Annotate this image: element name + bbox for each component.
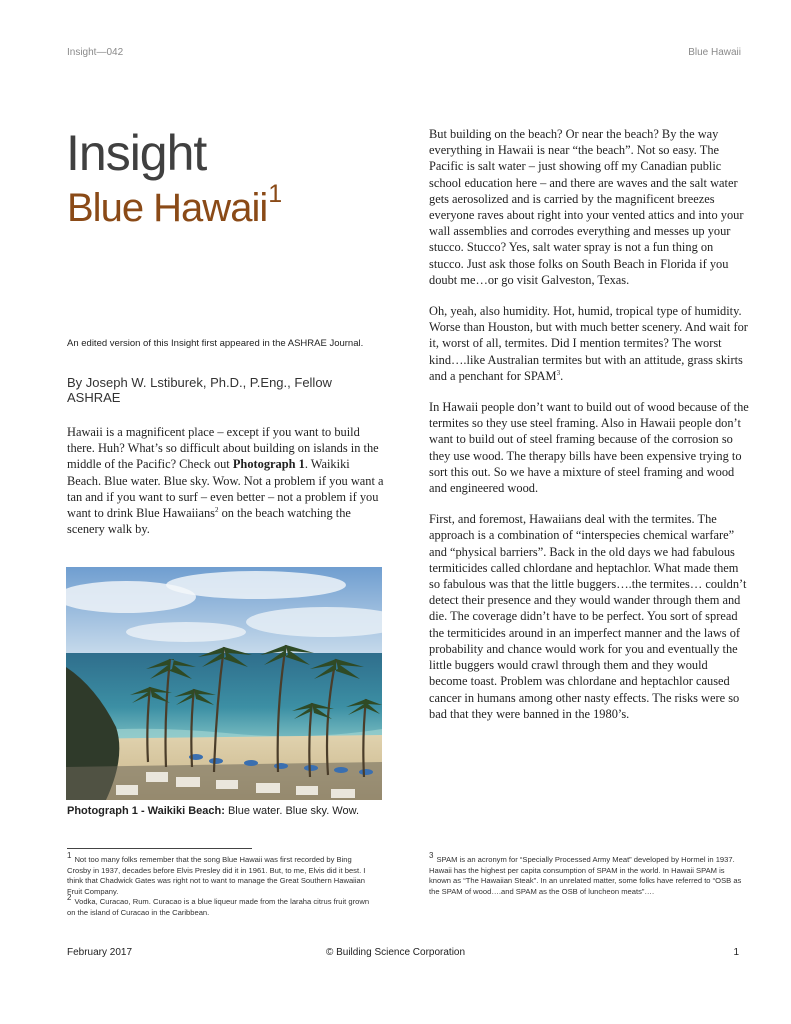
footnote-2 (67, 893, 377, 918)
footnote-text: Vodka, Curacao, Rum. Curacao is a blue liqueur made from the laraha citrus fruit grown on the island of Curacao in the Caribbean. (67, 897, 370, 917)
footnotes-right (429, 851, 747, 897)
footer-date: February 2017 (67, 947, 133, 958)
footnote-divider (67, 848, 252, 849)
page-number: 1 (733, 947, 739, 958)
paragraph-text: . Waikiki Beach. Blue water. Blue sky. Wow. Not a problem if you want a tan and if you want to surf – even better – not a problem if you want to drink Blue Hawaiians (67, 457, 384, 521)
paragraph-text: . (560, 368, 564, 383)
subtitle-footnote-marker: 1 (268, 180, 282, 208)
subtitle-text: Blue Hawaii (67, 186, 268, 230)
paragraph: First, and foremost, Hawaiians deal with the termites. The approach is a combination of “interspecies chemical warfare” and “physical barriers”. Back in the old days we had fabulous termiticides called chlordane and heptachlor. What made them so fabulous was that the little buggers….the termites… couldn’t detect their presence and they would wander through them and die. The coverage didn’t have to be perfect. You sort of spread the termiticides around in an imperfect manner and the laws of probability and chance would work for you and eventually the little buggers would crawl through them and they would become toast. Problem was chlordane and heptachlor caused cancer in humans among other nasty effects. The risks were so bad that they were banned in the 1980’s. (429, 512, 747, 721)
footnote-number: 2 (67, 893, 72, 903)
left-column-body (67, 424, 385, 552)
paragraph-text: on the beach watching the scenery walk by. (67, 506, 351, 537)
edited-version-note: An edited version of this Insight first appeared in the ASHRAE Journal. (67, 338, 364, 349)
page-title: Insight (66, 125, 207, 181)
footnote-1 (67, 851, 377, 897)
photo-caption (67, 804, 377, 818)
footnote-3 (429, 851, 747, 897)
footnote-marker: 3 (556, 368, 561, 377)
author-byline: By Joseph W. Lstiburek, Ph.D., P.Eng., Fellow ASHRAE (67, 375, 332, 405)
footer-copyright: © Building Science Corporation (325, 947, 466, 958)
footnotes-left (67, 851, 377, 919)
right-column-body (429, 126, 749, 737)
footnote-text: Not too many folks remember that the song Blue Hawaii was first recorded by Bing Crosby in 1937, decades before Elvis Presley did it in 1961. But, to me, Elvis did it best. I think that Chadwick Gates was right not to want to manage the Great Southern Hawaiian Fruit Company. (67, 855, 366, 896)
footnote-number: 3 (429, 851, 434, 860)
footnote-number: 1 (67, 851, 72, 860)
paragraph: But building on the beach? Or near the beach? By the way everything in Hawaii is near “the beach”. Not so easy. The Pacific is salt water – just showing off my Canadian public school education here – and there are waves and the salt water gets aerosolized and is carried by the magnificent breezes everyone raves about right into your vented attics and into your wall assemblies and corrodes everything and messes up your stucco. Stucco? Yes, salt water spray is not a fun thing on stucco. Just ask those folks on South Beach in Florida if you doubt me…or go visit Galveston, Texas. (429, 127, 744, 287)
photo-caption-text: Blue water. Blue sky. Wow. (224, 805, 360, 817)
paragraph (429, 303, 749, 384)
waikiki-beach-photo (66, 567, 382, 800)
photo-caption-label: Photograph 1 - Waikiki Beach: (67, 805, 225, 817)
paragraph-text: Hawaii is a magnificent place – except if you want to build there. Huh? What’s so difficult about building on islands in the middle of the Pacific? Check out (67, 425, 379, 472)
footnote-marker: 2 (214, 505, 219, 514)
running-head-left: Insight—042 (67, 47, 124, 58)
paragraph-text: Oh, yeah, also humidity. Hot, humid, tropical type of humidity. Worse than Houston, but with much better scenery. And wait for it, worst of all, termites. Did I mention termites? The worst kind….like Australian termites but with an attitude, grass skirts and a penchant for SPAM (429, 304, 748, 383)
photograph-reference: Photograph 1 (232, 457, 305, 472)
paragraph: In Hawaii people don’t want to build out of wood because of the termites so they use steel framing. Also in Hawaii people don’t want to build out of steel framing because of the corrosion so they use wood. The therapy bills have been expensive trying to sort this out. So we have a mixture of steel framing and wood and engineered wood. (429, 400, 749, 496)
running-head-right: Blue Hawaii (688, 47, 741, 58)
paragraph (67, 424, 385, 537)
footnote-text: SPAM is an acronym for “Specially Processed Army Meat” developed by Hormel in 1937. Hawaii has the highest per capita consumption of SPAM in the world. In Hawaii SPAM is known as “The Hawaiian Steak”. In an unrelated matter, some folks have referred to “OSB as the SPAM of wood….and SPAM as the OSB of luncheon meats”…. (429, 855, 742, 896)
page-subtitle (67, 180, 282, 230)
